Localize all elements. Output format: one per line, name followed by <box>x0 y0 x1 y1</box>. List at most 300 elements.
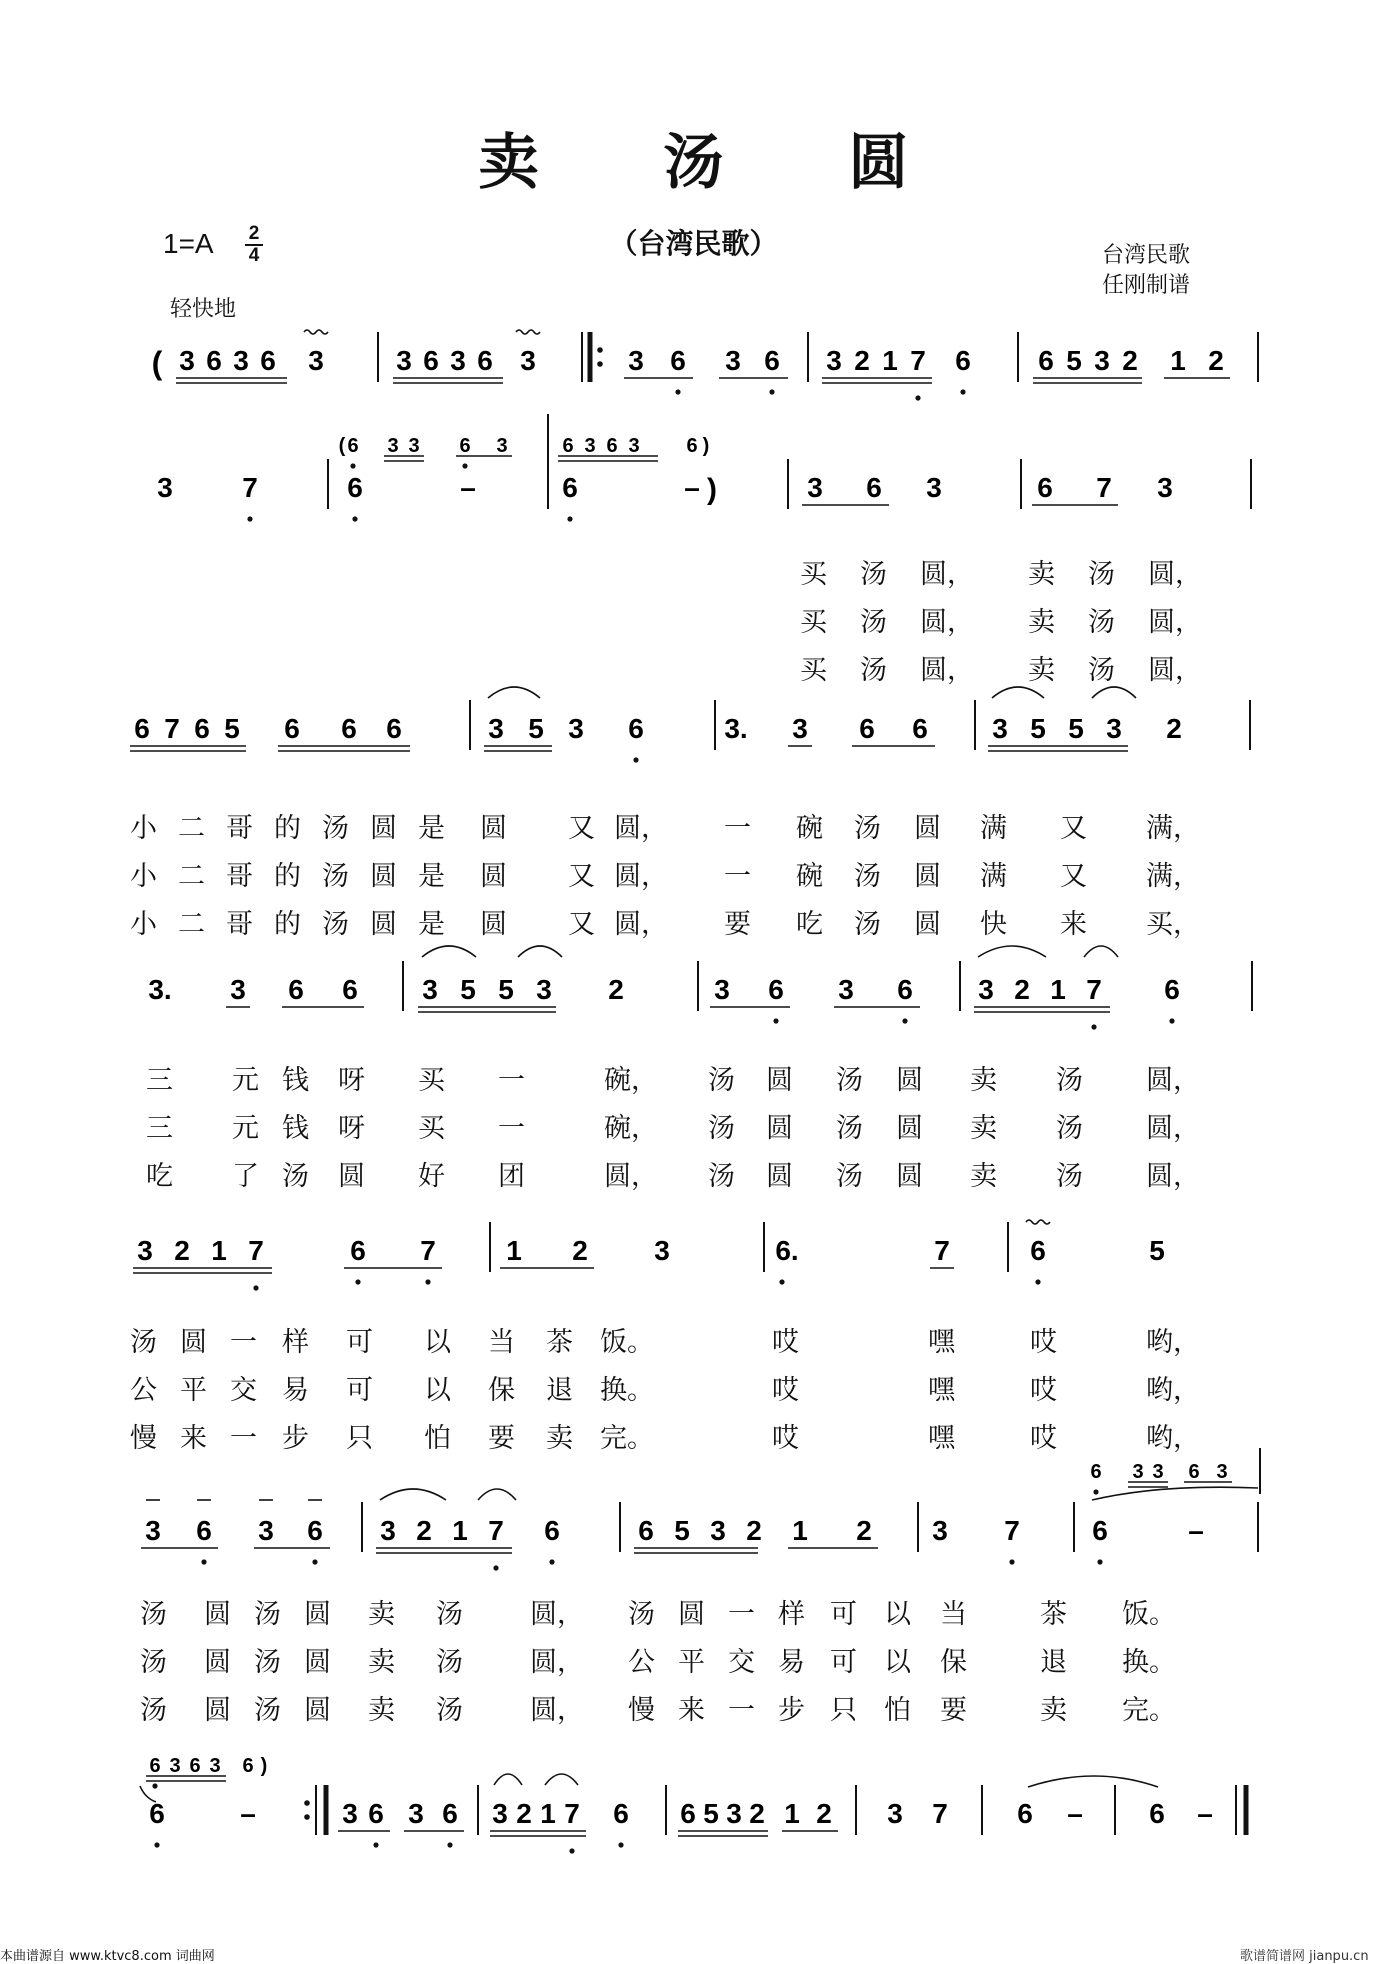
note: 3 <box>233 345 249 376</box>
note: 2 <box>816 1798 832 1829</box>
lyric-syllable: 慢 <box>628 1695 655 1726</box>
note: 2 <box>1208 345 1224 376</box>
lyric-syllable: 元 <box>232 1065 259 1096</box>
repeat-dot <box>597 347 603 353</box>
trill-mark <box>1026 1220 1050 1224</box>
tie <box>1028 1776 1158 1787</box>
note: 6 <box>628 713 644 744</box>
low-octave-dot <box>352 516 357 521</box>
lyric-syllable: 圆， <box>604 1161 658 1192</box>
note: 3 <box>568 713 584 744</box>
lyric-syllable: 圆 <box>204 1695 231 1726</box>
note: – <box>460 472 476 503</box>
lyric-syllable: 完。 <box>600 1423 654 1454</box>
lyric-syllable: 汤 <box>836 1113 863 1144</box>
note: 5 <box>1030 713 1046 744</box>
lyric-syllable: 买， <box>1146 909 1200 940</box>
note: 7 <box>242 472 258 503</box>
lyric-syllable: 嘿 <box>928 1327 955 1358</box>
lyric-syllable: 二 <box>178 909 205 940</box>
lyric-syllable: 团 <box>498 1161 525 1192</box>
note: 6 <box>347 472 363 503</box>
lyric-syllable: 圆 <box>370 861 397 892</box>
lyric-syllable: 以 <box>884 1599 911 1630</box>
lyric-syllable: 饭。 <box>600 1327 654 1358</box>
note: 2 <box>1014 974 1030 1005</box>
lyric-syllable: 汤 <box>1088 655 1115 686</box>
low-octave-dot <box>152 1783 157 1788</box>
low-octave-dot <box>493 1565 498 1570</box>
slur <box>494 1774 522 1785</box>
note: 2 <box>746 1515 762 1546</box>
lyric-syllable: 卖 <box>1028 607 1055 638</box>
lyric-syllable: 只 <box>346 1423 373 1454</box>
note: 3. <box>724 713 748 744</box>
lyric-syllable: 圆， <box>1148 607 1202 638</box>
low-octave-dot <box>253 1285 258 1290</box>
repeat-dot <box>304 1814 310 1820</box>
low-octave-dot <box>462 463 467 468</box>
note: 3 <box>978 974 994 1005</box>
note: 3 <box>826 345 842 376</box>
note: 3 <box>179 345 195 376</box>
lyric-syllable: 保 <box>488 1375 515 1406</box>
note: 3 <box>380 1515 396 1546</box>
lyric-syllable: 碗， <box>604 1113 658 1144</box>
low-octave-dot <box>350 463 355 468</box>
slur <box>978 946 1046 957</box>
lyric-syllable: 又 <box>1060 861 1087 892</box>
lyric-syllable: 卖 <box>368 1599 395 1630</box>
note: 6 <box>613 1798 629 1829</box>
note: 6 <box>562 472 578 503</box>
note: 2 <box>856 1515 872 1546</box>
note: 3 <box>1106 713 1122 744</box>
note: 3 <box>887 1798 903 1829</box>
lyric-syllable: 汤 <box>854 813 881 844</box>
lyric-syllable: 卖 <box>970 1065 997 1096</box>
note: 6 <box>134 713 150 744</box>
low-octave-dot <box>1009 1559 1014 1564</box>
lyric-syllable: 卖 <box>546 1423 573 1454</box>
note: 6 <box>1017 1798 1033 1829</box>
lyric-syllable: 买 <box>800 607 827 638</box>
lyric-syllable: 买 <box>800 655 827 686</box>
note: 3 <box>308 345 324 376</box>
note: 3 <box>710 1515 726 1546</box>
lyric-syllable: 圆 <box>766 1113 793 1144</box>
lyric-syllable: 当 <box>940 1599 967 1630</box>
lyric-syllable: 圆， <box>530 1647 584 1678</box>
low-octave-dot <box>902 1018 907 1023</box>
note: 5 <box>224 713 240 744</box>
lyric-syllable: 二 <box>178 813 205 844</box>
note: 3 <box>725 345 741 376</box>
lyric-syllable: 哎 <box>772 1423 799 1454</box>
note: 7 <box>248 1235 264 1266</box>
cue-note: 3 <box>1132 1461 1144 1483</box>
cue-note: 3 <box>169 1755 181 1777</box>
lyric-syllable: 圆 <box>914 813 941 844</box>
note: 6 <box>386 713 402 744</box>
lyric-syllable: 哎 <box>772 1327 799 1358</box>
lyric-syllable: 是 <box>418 909 445 940</box>
lyric-syllable: 汤 <box>322 813 349 844</box>
low-octave-dot <box>373 1842 378 1847</box>
note: 6 <box>768 974 784 1005</box>
lyric-syllable: 满， <box>1146 861 1200 892</box>
lyric-syllable: 以 <box>424 1375 451 1406</box>
footer-source: 本曲谱源自 www.ktvc8.com 词曲网 <box>0 1949 215 1964</box>
lyric-syllable: 汤 <box>628 1599 655 1630</box>
low-octave-dot <box>618 1842 623 1847</box>
low-octave-dot <box>915 395 920 400</box>
note: 5 <box>1149 1235 1165 1266</box>
note: 6 <box>196 1515 212 1546</box>
lyric-syllable: 圆， <box>1148 559 1202 590</box>
cue-note: 6 <box>149 1755 161 1777</box>
note: 6 <box>1030 1235 1046 1266</box>
lyric-syllable: 碗 <box>796 861 823 892</box>
note: 7 <box>910 345 926 376</box>
lyric-syllable: 圆 <box>338 1161 365 1192</box>
lyric-syllable: 汤 <box>254 1599 281 1630</box>
time-signature-bottom: 4 <box>245 244 263 266</box>
lyric-syllable: 圆， <box>920 655 974 686</box>
lyric-syllable: 步 <box>778 1695 805 1726</box>
lyric-syllable: 圆 <box>480 813 507 844</box>
lyric-syllable: 可 <box>830 1599 857 1630</box>
note: 7 <box>1086 974 1102 1005</box>
cue-note: 6 <box>242 1755 254 1777</box>
low-octave-dot <box>1035 1279 1040 1284</box>
lyric-syllable: 三 <box>146 1065 173 1096</box>
lyric-syllable: 汤 <box>1056 1065 1083 1096</box>
note: 1 <box>882 345 898 376</box>
lyric-syllable: 圆 <box>304 1599 331 1630</box>
lyric-syllable: 汤 <box>854 861 881 892</box>
lyric-syllable: 圆 <box>914 861 941 892</box>
lyric-syllable: 哟， <box>1146 1375 1200 1406</box>
lyric-syllable: 茶 <box>546 1327 573 1358</box>
lyric-syllable: 卖 <box>1028 559 1055 590</box>
close-paren: ) <box>707 473 717 506</box>
lyric-syllable: 一 <box>724 813 751 844</box>
note: 3 <box>726 1798 742 1829</box>
trill-mark <box>516 330 540 334</box>
note: 3. <box>148 974 172 1005</box>
lyric-syllable: 交 <box>728 1647 755 1678</box>
lyric-syllable: 可 <box>346 1375 373 1406</box>
lyric-syllable: 买 <box>800 559 827 590</box>
lyric-syllable: 汤 <box>708 1113 735 1144</box>
lyric-syllable: 哎 <box>1030 1327 1057 1358</box>
note: 6 <box>423 345 439 376</box>
note: – <box>240 1798 256 1829</box>
lyric-syllable: 以 <box>424 1327 451 1358</box>
slur <box>380 1489 446 1500</box>
lyric-syllable: 哥 <box>226 813 253 844</box>
low-octave-dot <box>675 389 680 394</box>
note: 6 <box>1038 345 1054 376</box>
note: 5 <box>528 713 544 744</box>
low-octave-dot <box>633 757 638 762</box>
note: 1 <box>506 1235 522 1266</box>
key-signature: 1=A <box>163 228 214 259</box>
note: 6 <box>260 345 276 376</box>
note: – <box>1188 1515 1204 1546</box>
note: 1 <box>1050 974 1066 1005</box>
lyric-syllable: 汤 <box>140 1695 167 1726</box>
lyric-syllable: 当 <box>488 1327 515 1358</box>
cue-note: 6 <box>606 435 618 457</box>
time-signature-top: 2 <box>248 223 260 244</box>
note: – <box>684 472 700 503</box>
lyric-syllable: 汤 <box>436 1695 463 1726</box>
note: 5 <box>460 974 476 1005</box>
lyric-syllable: 哥 <box>226 909 253 940</box>
lyric-syllable: 吃 <box>146 1161 173 1192</box>
cue-note: 6 <box>686 435 698 457</box>
lyric-syllable: 卖 <box>368 1647 395 1678</box>
cue-paren: ( <box>338 435 346 457</box>
note: 1 <box>452 1515 468 1546</box>
lyric-syllable: 来 <box>1060 909 1087 940</box>
lyric-syllable: 汤 <box>436 1599 463 1630</box>
low-octave-dot <box>201 1559 206 1564</box>
note: 3 <box>932 1515 948 1546</box>
note: 6 <box>284 713 300 744</box>
note: 7 <box>1004 1515 1020 1546</box>
lyric-syllable: 汤 <box>282 1161 309 1192</box>
note: 6 <box>897 974 913 1005</box>
trill-mark <box>304 330 328 334</box>
lyric-syllable: 卖 <box>368 1695 395 1726</box>
note: 6 <box>866 472 882 503</box>
lyric-syllable: 卖 <box>1028 655 1055 686</box>
lyric-syllable: 满 <box>980 861 1007 892</box>
lyric-syllable: 又 <box>568 813 595 844</box>
note: 3 <box>654 1235 670 1266</box>
lyric-syllable: 换。 <box>600 1375 654 1406</box>
lyric-syllable: 汤 <box>1056 1113 1083 1144</box>
lyric-syllable: 汤 <box>1088 607 1115 638</box>
lyric-syllable: 汤 <box>130 1327 157 1358</box>
note: 6 <box>307 1515 323 1546</box>
cue-note: 6 <box>459 435 471 457</box>
lyric-syllable: 小 <box>130 861 157 892</box>
note: 6 <box>680 1798 696 1829</box>
low-octave-dot <box>425 1279 430 1284</box>
note: 1 <box>784 1798 800 1829</box>
lyric-syllable: 一 <box>230 1423 257 1454</box>
lyric-syllable: 哟， <box>1146 1423 1200 1454</box>
note: 6 <box>670 345 686 376</box>
lyric-syllable: 样 <box>778 1599 805 1630</box>
lyric-syllable: 汤 <box>322 909 349 940</box>
lyric-syllable: 圆 <box>678 1599 705 1630</box>
note: 5 <box>498 974 514 1005</box>
note: 3 <box>408 1798 424 1829</box>
lyric-syllable: 圆， <box>1146 1065 1200 1096</box>
lyric-syllable: 小 <box>130 909 157 940</box>
lyric-syllable: 卖 <box>970 1161 997 1192</box>
note: 3 <box>230 974 246 1005</box>
repeat-dot <box>597 361 603 367</box>
lyric-syllable: 汤 <box>708 1161 735 1192</box>
lyric-syllable: 平 <box>180 1375 207 1406</box>
note: 3 <box>628 345 644 376</box>
note: 6 <box>341 713 357 744</box>
note: 6 <box>544 1515 560 1546</box>
slur <box>422 946 476 957</box>
low-octave-dot <box>773 1018 778 1023</box>
note: 6. <box>775 1235 799 1266</box>
low-octave-dot <box>779 1279 784 1284</box>
note: 3 <box>137 1235 153 1266</box>
note: 6 <box>206 345 222 376</box>
lyric-syllable: 汤 <box>836 1161 863 1192</box>
lyric-syllable: 换。 <box>1122 1647 1176 1678</box>
tempo-marking: 轻快地 <box>170 297 237 322</box>
lyric-syllable: 汤 <box>860 607 887 638</box>
note: 6 <box>859 713 875 744</box>
note: 6 <box>442 1798 458 1829</box>
lyric-syllable: 圆 <box>204 1599 231 1630</box>
lyric-syllable: 退 <box>546 1375 573 1406</box>
cue-note: 3 <box>209 1755 221 1777</box>
cue-note: 3 <box>387 435 399 457</box>
note: 3 <box>396 345 412 376</box>
song-title: 卖 汤 圆 <box>478 128 961 198</box>
lyric-syllable: 怕 <box>424 1423 451 1454</box>
note: 6 <box>912 713 928 744</box>
note: 1 <box>792 1515 808 1546</box>
note: 6 <box>1149 1798 1165 1829</box>
note: 3 <box>792 713 808 744</box>
lyric-syllable: 可 <box>830 1647 857 1678</box>
note: 2 <box>174 1235 190 1266</box>
cue-note: 3 <box>496 435 508 457</box>
note: 3 <box>536 974 552 1005</box>
lyric-syllable: 步 <box>282 1423 309 1454</box>
lyric-syllable: 一 <box>728 1695 755 1726</box>
lyric-syllable: 圆 <box>480 861 507 892</box>
lyric-syllable: 碗 <box>796 813 823 844</box>
lyric-syllable: 一 <box>728 1599 755 1630</box>
lyric-syllable: 圆， <box>1146 1113 1200 1144</box>
low-octave-dot <box>569 1848 574 1853</box>
lyric-syllable: 公 <box>628 1647 655 1678</box>
note: 5 <box>703 1798 719 1829</box>
note: 6 <box>368 1798 384 1829</box>
lyric-syllable: 来 <box>678 1695 705 1726</box>
lyric-syllable: 快 <box>980 909 1007 940</box>
note: 6 <box>194 713 210 744</box>
lyric-syllable: 买 <box>418 1113 445 1144</box>
lyric-syllable: 卖 <box>1040 1695 1067 1726</box>
low-octave-dot <box>355 1279 360 1284</box>
lyric-syllable: 是 <box>418 813 445 844</box>
lyric-syllable: 圆， <box>1148 655 1202 686</box>
note: 3 <box>145 1515 161 1546</box>
note: – <box>1067 1798 1083 1829</box>
lyric-syllable: 是 <box>418 861 445 892</box>
lyric-syllable: 圆 <box>304 1647 331 1678</box>
lyric-syllable: 易 <box>282 1375 309 1406</box>
lyric-syllable: 退 <box>1040 1647 1067 1678</box>
slur <box>1092 687 1136 698</box>
note: 6 <box>342 974 358 1005</box>
note: 7 <box>488 1515 504 1546</box>
note: 6 <box>638 1515 654 1546</box>
lyric-syllable: 样 <box>282 1327 309 1358</box>
lyric-syllable: 圆， <box>614 909 668 940</box>
lyric-syllable: 圆 <box>180 1327 207 1358</box>
note: 1 <box>540 1798 556 1829</box>
lyric-syllable: 圆 <box>204 1647 231 1678</box>
lyric-syllable: 保 <box>940 1647 967 1678</box>
note: 7 <box>564 1798 580 1829</box>
cue-note: 3 <box>1216 1461 1228 1483</box>
note: 3 <box>807 472 823 503</box>
low-octave-dot <box>960 389 965 394</box>
lyric-syllable: 小 <box>130 813 157 844</box>
lyric-syllable: 茶 <box>1040 1599 1067 1630</box>
lyric-syllable: 圆， <box>920 607 974 638</box>
slur <box>992 687 1044 698</box>
note: 2 <box>1166 713 1182 744</box>
lyric-syllable: 只 <box>830 1695 857 1726</box>
note: 7 <box>420 1235 436 1266</box>
lyric-syllable: 汤 <box>254 1695 281 1726</box>
lyric-syllable: 饭。 <box>1122 1599 1176 1630</box>
lyric-syllable: 要 <box>940 1695 967 1726</box>
lyric-syllable: 汤 <box>140 1599 167 1630</box>
low-octave-dot <box>447 1842 452 1847</box>
note: 3 <box>714 974 730 1005</box>
lyric-syllable: 呀 <box>338 1065 365 1096</box>
note: 3 <box>157 472 173 503</box>
note: 5 <box>1066 345 1082 376</box>
low-octave-dot <box>1169 1018 1174 1023</box>
lyric-syllable: 圆 <box>304 1695 331 1726</box>
note: 6 <box>288 974 304 1005</box>
cue-paren: ) <box>260 1755 268 1777</box>
slur <box>518 946 562 957</box>
lyric-syllable: 钱 <box>282 1113 309 1144</box>
note: – <box>1197 1798 1213 1829</box>
lyric-syllable: 以 <box>884 1647 911 1678</box>
lyric-syllable: 汤 <box>1088 559 1115 590</box>
lyric-syllable: 哎 <box>1030 1375 1057 1406</box>
note: 7 <box>164 713 180 744</box>
lyric-syllable: 圆 <box>896 1065 923 1096</box>
note: 3 <box>450 345 466 376</box>
low-octave-dot <box>1093 1489 1098 1494</box>
note: 6 <box>477 345 493 376</box>
cue-note: 6 <box>1090 1461 1102 1483</box>
lyric-syllable: 公 <box>130 1375 157 1406</box>
lyric-syllable: 汤 <box>436 1647 463 1678</box>
lyric-syllable: 一 <box>724 861 751 892</box>
lyric-syllable: 汤 <box>1056 1161 1083 1192</box>
note: 6 <box>149 1798 165 1829</box>
note: 3 <box>342 1798 358 1829</box>
lyric-syllable: 来 <box>180 1423 207 1454</box>
lyric-syllable: 圆 <box>370 813 397 844</box>
cue-note: 3 <box>628 435 640 457</box>
